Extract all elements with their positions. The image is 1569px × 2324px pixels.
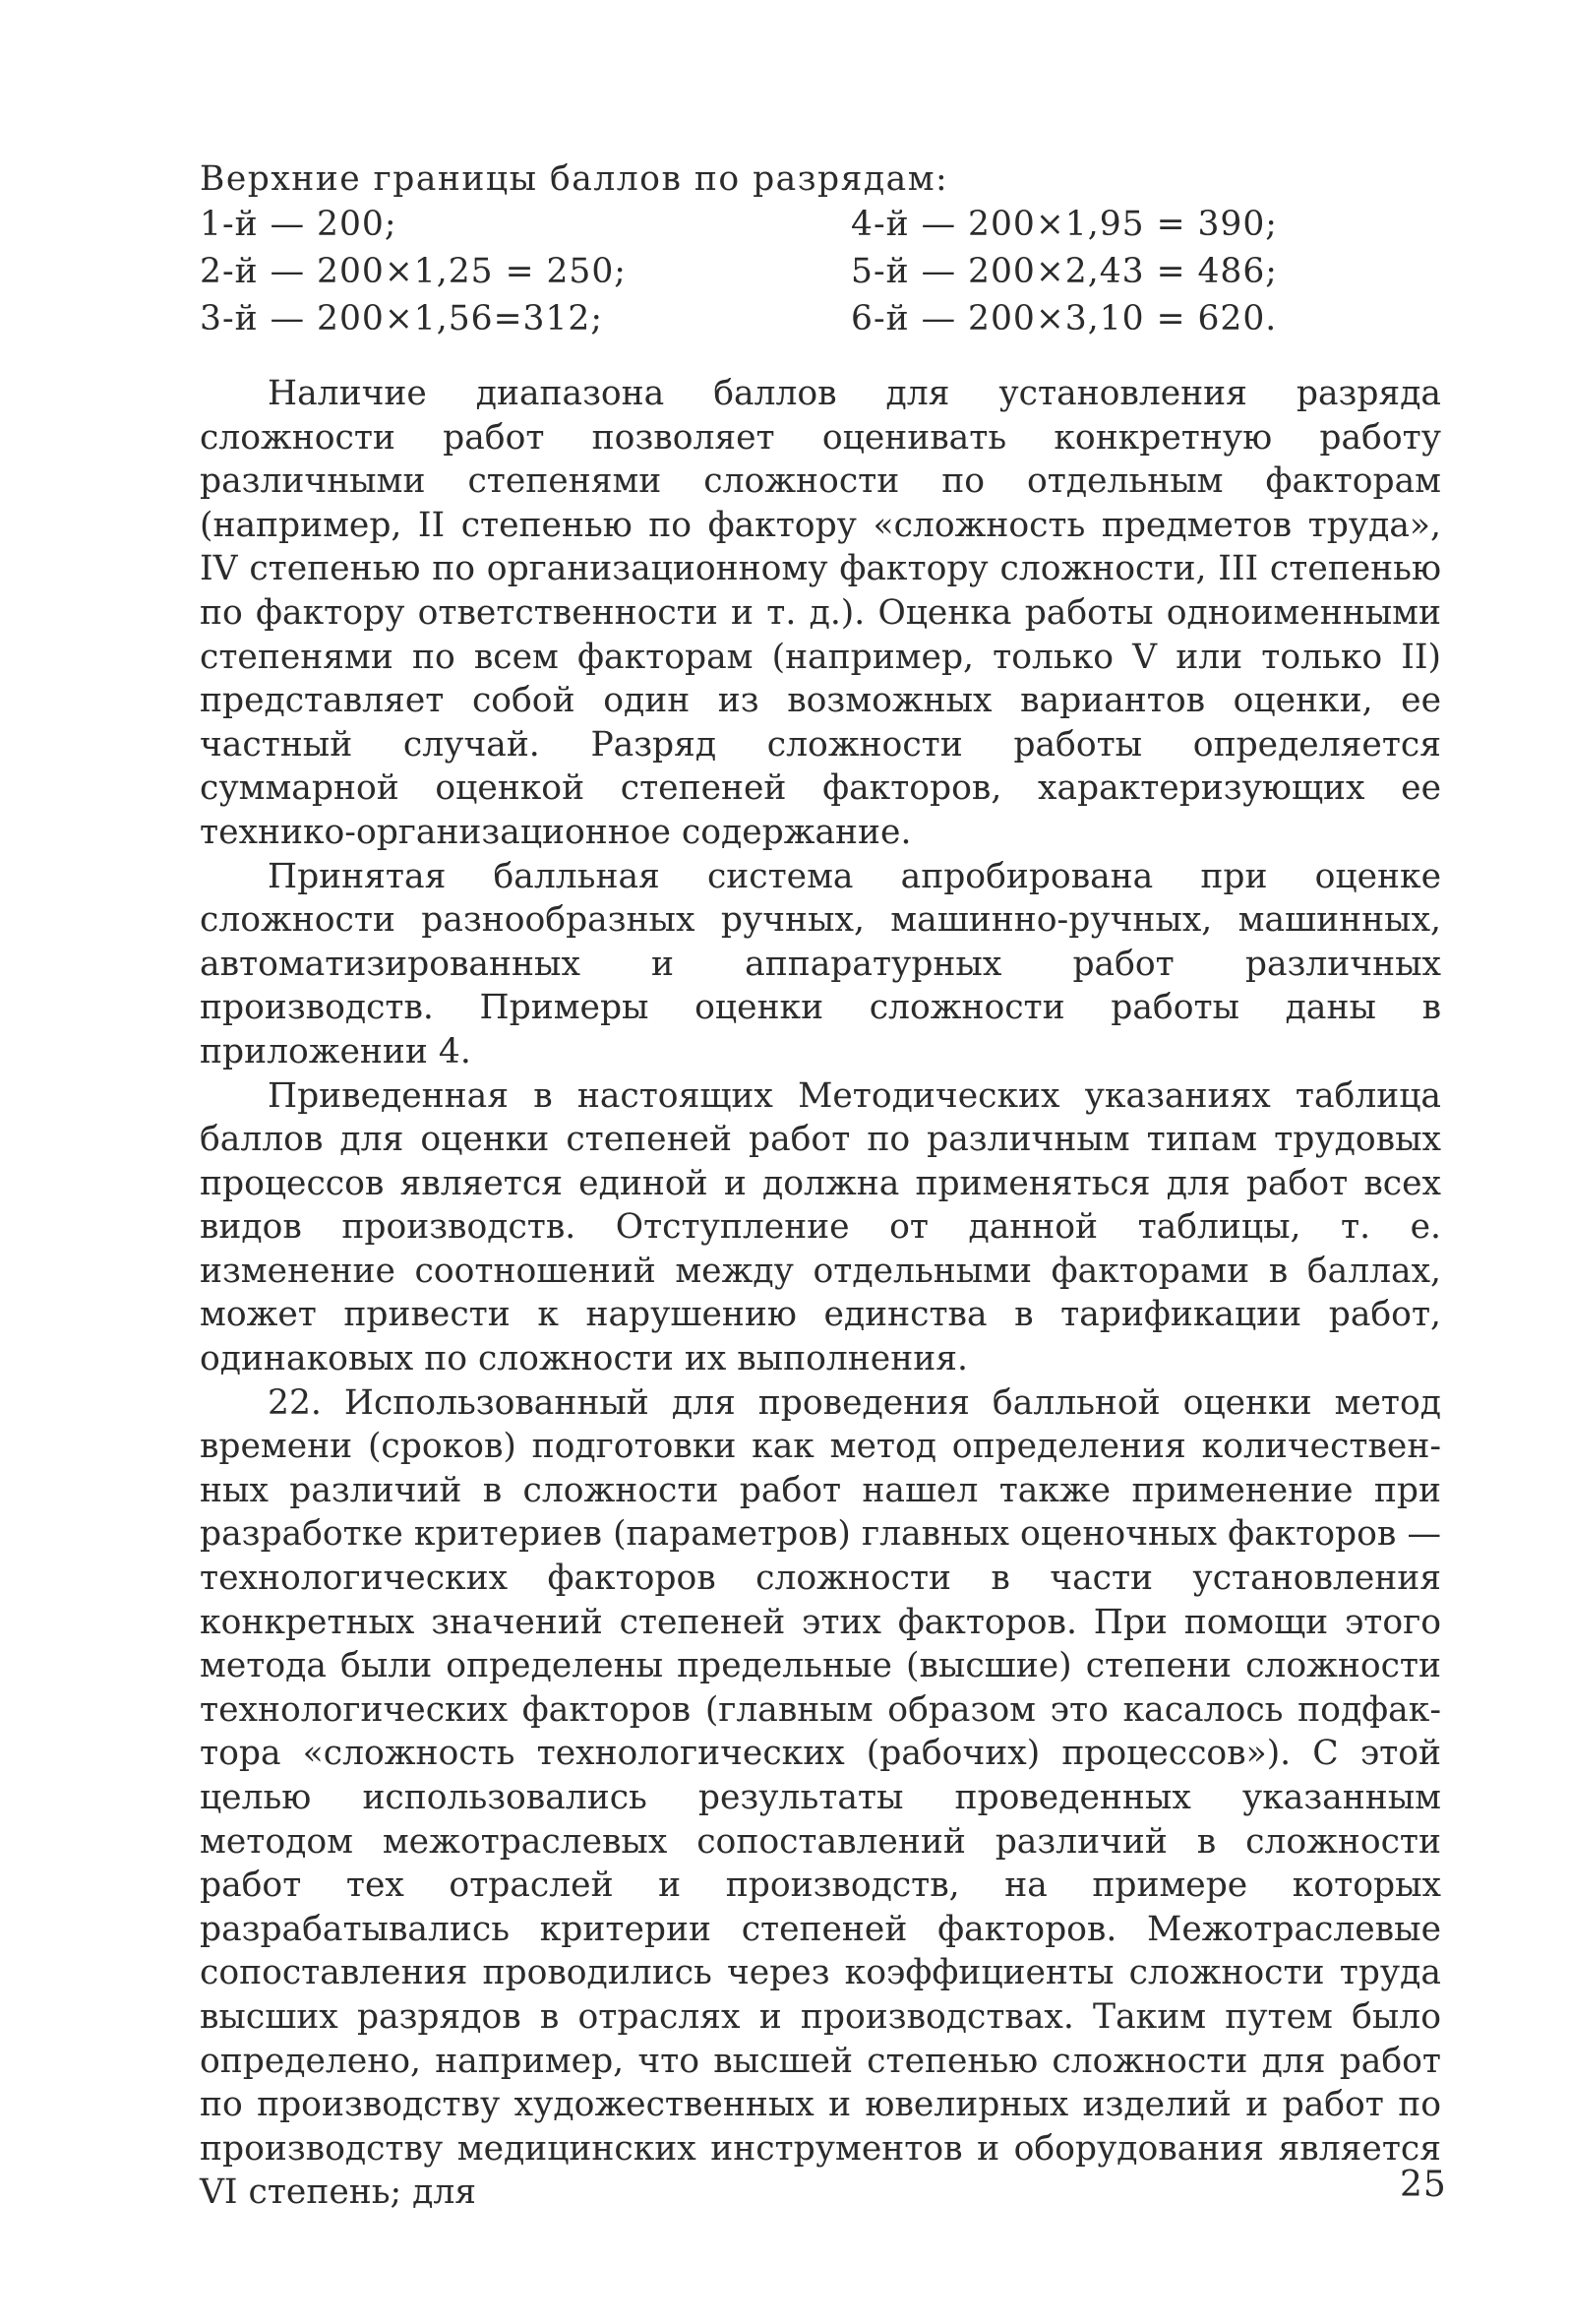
score-line-5: 5-й — 200×2,43 = 486; xyxy=(851,252,1278,291)
scores-left-column xyxy=(200,201,627,342)
paragraph-section-22: 22. Использованный для проведения балльной оценки метод времени (сроков) подготовки как метод определения количественных различий в сложности работ нашел также применение при разработке критериев (параметров) главных оценочных факторов — технологических факторов сложности в части установления конкретных значений степеней этих факторов. При помощи этого метода были определены предельные (высшие) степени сложности технологических факторов (главным образом это касалось подфактора «сложность технологических (рабочих) процессов»). С этой целью использовались результаты проведенных указанным методом межотраслевых сопоставлений различий в сложности работ тех отраслей и производств, на примере которых разрабатывались критерии степеней факторов. Межотраслевые сопоставления проводились через коэффициенты сложности труда высших разрядов в отраслях и производствах. Таким путем было определено, например, что высшей степенью сложности для работ по производству художественных и ювелирных изделий и работ по производству медицинских инструментов и оборудования является VI степень; для xyxy=(200,1382,1441,2213)
score-line-4: 4-й — 200×1,95 = 390; xyxy=(851,205,1278,244)
score-line-1: 1-й — 200; xyxy=(200,205,397,244)
paragraph-unified-table: Приведенная в настоящих Методических указаниях таблица баллов для оценки степеней работ по различным типам трудовых процессов является единой и должна применяться для работ всех видов производств. Отступление от данной таблицы, т. е. изменение соотношений между отдельными факторами в баллах, может привести к нарушению единства в тарификации работ, одинаковых по сложности их выполнения. xyxy=(200,1075,1441,1379)
body-text xyxy=(200,372,1441,2215)
score-line-2: 2-й — 200×1,25 = 250; xyxy=(200,252,627,291)
scores-right-column xyxy=(851,201,1278,342)
paragraph-range-of-scores: Наличие диапазона баллов для установления разряда сложности работ позволяет оценивать конкретную работу различными степенями сложности по отдельным факторам (например, II степенью по фактору «сложность предметов труда», IV степенью по организационному фактору сложности, III степенью по фактору ответственности и т. д.). Оценка работы одноименными степенями по всем факторам (например, только V или только II) представляет собой один из возможных вариантов оценки, ее частный случай. Разряд сложности работы определяется суммарной оценкой степеней факторов, характеризующих ее технико-организационное содержание. xyxy=(200,374,1441,852)
score-line-6: 6-й — 200×3,10 = 620. xyxy=(851,299,1278,338)
paragraph-scoring-system: Принятая балльная система апробирована при оценке сложности разнообразных ручных, машинно-ручных, машинных, автоматизированных и аппаратурных работ различных производств. Примеры оценки сложности работы даны в приложении 4. xyxy=(200,856,1441,1071)
page-number: 25 xyxy=(1400,2165,1447,2205)
scores-title: Верхние границы баллов по разрядам: xyxy=(200,159,949,199)
score-line-3: 3-й — 200×1,56=312; xyxy=(200,299,603,338)
